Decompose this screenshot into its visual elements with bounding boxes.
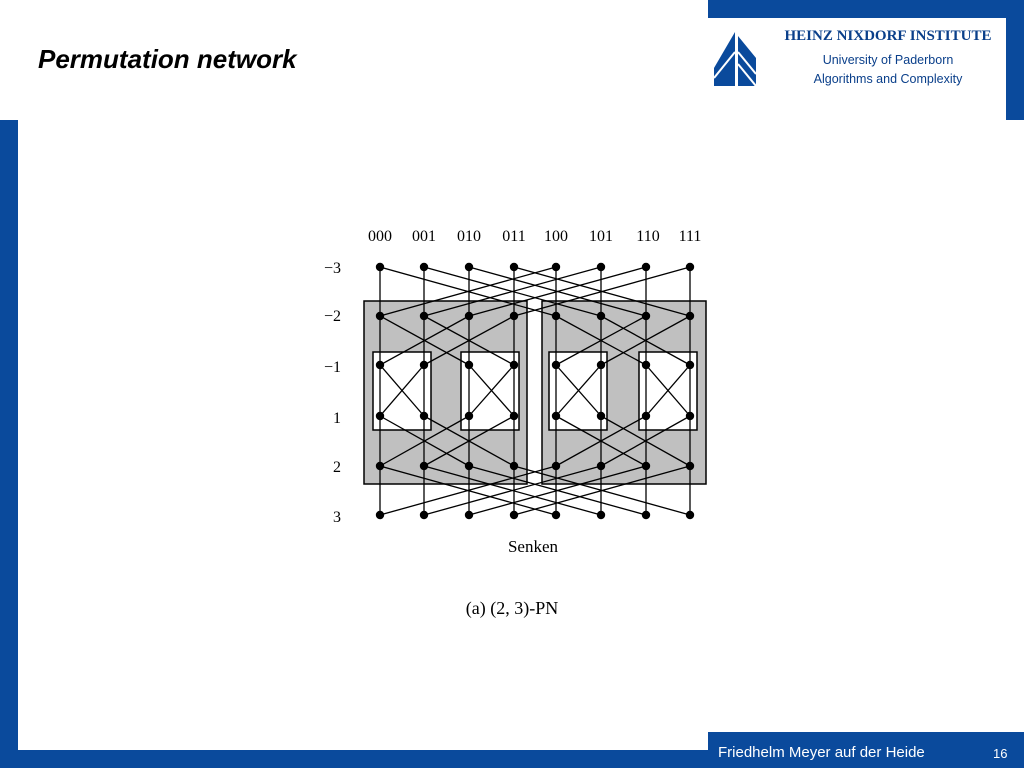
- network-node: [552, 511, 560, 519]
- level-label: 2: [333, 459, 341, 476]
- network-node: [510, 263, 518, 271]
- level-label: −3: [323, 260, 341, 277]
- network-node: [420, 312, 428, 320]
- institute-university: University of Paderborn: [822, 53, 954, 67]
- left-accent-bar: [0, 120, 18, 750]
- institute-panel: [708, 18, 1006, 120]
- level-label: 1: [333, 410, 341, 427]
- network-node: [686, 263, 694, 271]
- permutation-network-diagram: [300, 220, 730, 630]
- network-node: [686, 361, 694, 369]
- footer-author: Friedhelm Meyer auf der Heide: [718, 744, 925, 761]
- network-node: [642, 361, 650, 369]
- level-label: 3: [333, 509, 341, 526]
- network-node: [420, 462, 428, 470]
- column-label: 101: [589, 228, 613, 245]
- diagram-caption: (a) (2, 3)-PN: [465, 598, 559, 618]
- institute-name: HEINZ NIXDORF INSTITUTE: [784, 28, 992, 44]
- network-node: [552, 462, 560, 470]
- network-node: [552, 312, 560, 320]
- institute-group: Algorithms and Complexity: [813, 72, 963, 86]
- level-label: −1: [323, 359, 341, 376]
- network-node: [376, 462, 384, 470]
- network-node: [420, 412, 428, 420]
- network-node: [642, 263, 650, 271]
- level-labels: [324, 260, 341, 526]
- bottom-accent-bar: [0, 750, 708, 768]
- network-node: [510, 312, 518, 320]
- network-node: [642, 312, 650, 320]
- column-label: 011: [502, 228, 526, 245]
- network-node: [686, 462, 694, 470]
- network-node: [510, 412, 518, 420]
- network-node: [597, 361, 605, 369]
- network-node: [642, 412, 650, 420]
- column-label: 000: [368, 228, 392, 245]
- network-node: [686, 312, 694, 320]
- network-node: [376, 263, 384, 271]
- network-node: [465, 511, 473, 519]
- column-label: 010: [457, 228, 481, 245]
- network-node: [376, 361, 384, 369]
- network-node: [510, 511, 518, 519]
- network-node: [597, 263, 605, 271]
- network-node: [552, 412, 560, 420]
- hni-logo-icon: [714, 32, 756, 86]
- network-node: [465, 361, 473, 369]
- page-title: Permutation network: [38, 44, 297, 74]
- network-node: [376, 511, 384, 519]
- column-label: 110: [636, 228, 660, 245]
- column-label: 111: [678, 228, 702, 245]
- network-node: [597, 462, 605, 470]
- network-node: [552, 263, 560, 271]
- network-node: [597, 511, 605, 519]
- network-node: [420, 361, 428, 369]
- network-node: [465, 412, 473, 420]
- network-node: [510, 361, 518, 369]
- column-labels: [368, 228, 701, 245]
- network-node: [465, 462, 473, 470]
- column-label: 001: [412, 228, 436, 245]
- network-node: [686, 412, 694, 420]
- network-node: [552, 361, 560, 369]
- network-node: [420, 263, 428, 271]
- page-number: 16: [993, 746, 1008, 761]
- network-node: [597, 312, 605, 320]
- column-label: 100: [544, 228, 568, 245]
- network-node: [376, 412, 384, 420]
- network-node: [465, 312, 473, 320]
- network-node: [465, 263, 473, 271]
- institute-header: [708, 0, 1024, 120]
- network-node: [510, 462, 518, 470]
- sink-label: Senken: [507, 537, 559, 556]
- network-node: [420, 511, 428, 519]
- network-node: [642, 462, 650, 470]
- network-node: [597, 412, 605, 420]
- network-node: [686, 511, 694, 519]
- level-label: −2: [323, 308, 341, 325]
- network-node: [376, 312, 384, 320]
- network-node: [642, 511, 650, 519]
